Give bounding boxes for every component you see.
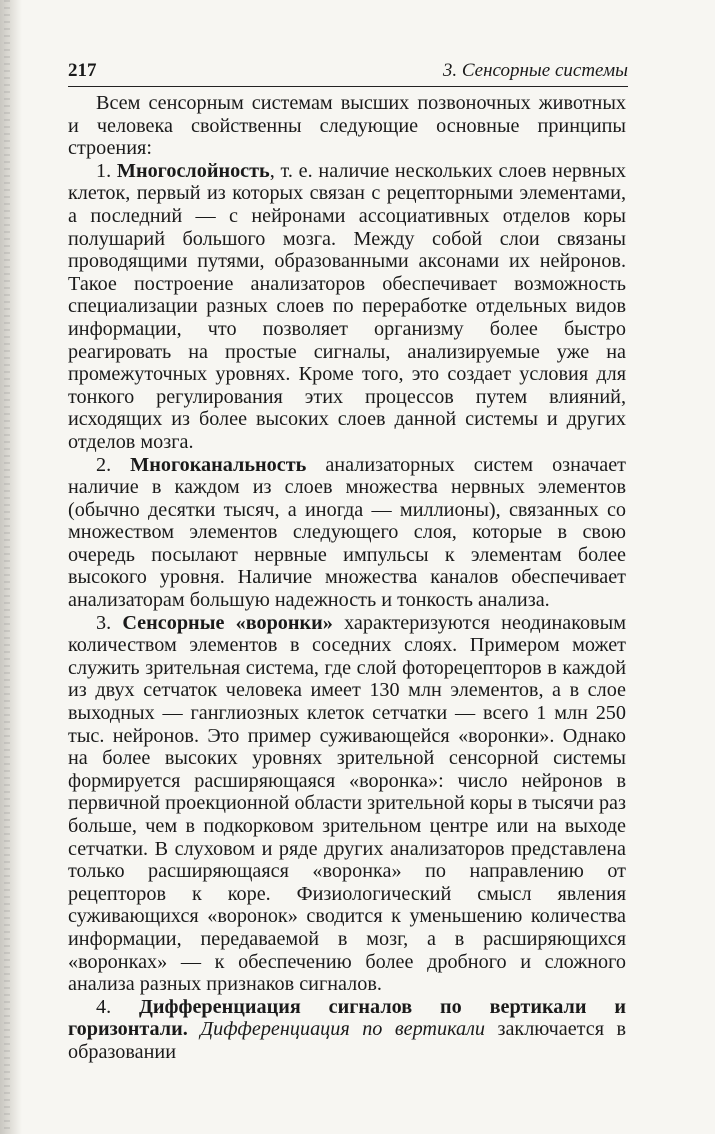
page-header	[68, 58, 628, 87]
item-number: 2.	[96, 453, 131, 476]
paragraph-body: заключается в образовании	[68, 1018, 626, 1063]
paragraph-body: характеризуются неодинаковым количеством элементов в соседних слоях. Примером может служить зрительная система, где слой фоторецепторов в каждой из двух сетчаток человека имеет 130 млн элементов, а в слое выходных — ганглиозных клеток сетчатки — всего 1 млн 250 тыс. нейронов. Это пример суживающейся «воронки». Однако на более высоких уровнях зрительной сенсорной системы формируется расширяющаяся «воронка»: число нейронов в первичной проекционной области зрительной коры в тысячи раз больше, чем в подкорковом зрительном центре или на выходе сетчатки. В слуховом и ряде других анализаторов представлена только расширяющаяся «воронка» по направлению от рецепторов к коре. Физиологический смысл явления суживающихся «воронок» сводится к уменьшению количества информации, передаваемой в мозг, а в расширяющихся «воронках» — к обеспечению более дробного и сложного анализа разных признаков сигналов.	[68, 611, 627, 996]
paragraph-intro: Всем сенсорным системам высших позвоночных животных и человека свойственны следующие основные принципы строения:	[68, 92, 626, 160]
item-number: 1.	[96, 159, 117, 182]
term-multichannel: Многоканальность	[130, 453, 307, 476]
item-number: 4.	[96, 995, 140, 1018]
term-multilayer: Многослойность	[116, 159, 270, 182]
paragraph-funnels	[68, 612, 626, 996]
paragraph-multilayer	[68, 160, 626, 454]
paragraph-differentiation	[68, 996, 626, 1064]
term-differentiation: Дифференциация сигналов по вертикали и горизонтали.	[68, 995, 627, 1041]
paragraph-multichannel	[68, 454, 626, 612]
paragraph-body: , т. е. наличие нескольких слоев нервных клеток, первый из которых связан с рецепторными элементами, а последний — с нейронами ассоциативных отделов коры полушарий большого мозга. Между собой слои связаны проводящими путями, образованными аксонами их нейронов. Такое построение анализаторов обеспечивает возможность специализации разных слоев по переработке отдельных видов информации, что позволяет организму более быстро реагировать на простые сигналы, анализируемые уже на промежуточных уровнях. Кроме того, это создает условия для тонкого регулирования этих процессов путем влияний, исходящих из более высоких слоев данной системы и других отделов мозга.	[68, 159, 626, 453]
scan-page-edge	[0, 0, 22, 1134]
item-number: 3.	[96, 611, 123, 634]
term-funnels: Сенсорные «воронки»	[122, 611, 333, 634]
term-vertical-differentiation: Дифференциация по вертикали	[200, 1018, 486, 1041]
body-text	[68, 92, 626, 1064]
page-number: 217	[68, 60, 97, 81]
paragraph-body: анализаторных систем означает наличие в каждом из слоев множества нервных элементов (обычно десятки тысяч, а иногда — миллионы), связанных со множеством элементов следующего слоя, которые в свою очередь посылают нервные импульсы к элементам более высокого уровня. Наличие множества каналов обеспечивает анализаторам большую надежность и тонкость анализа.	[68, 453, 626, 612]
running-title: 3. Сенсорные системы	[442, 60, 628, 81]
